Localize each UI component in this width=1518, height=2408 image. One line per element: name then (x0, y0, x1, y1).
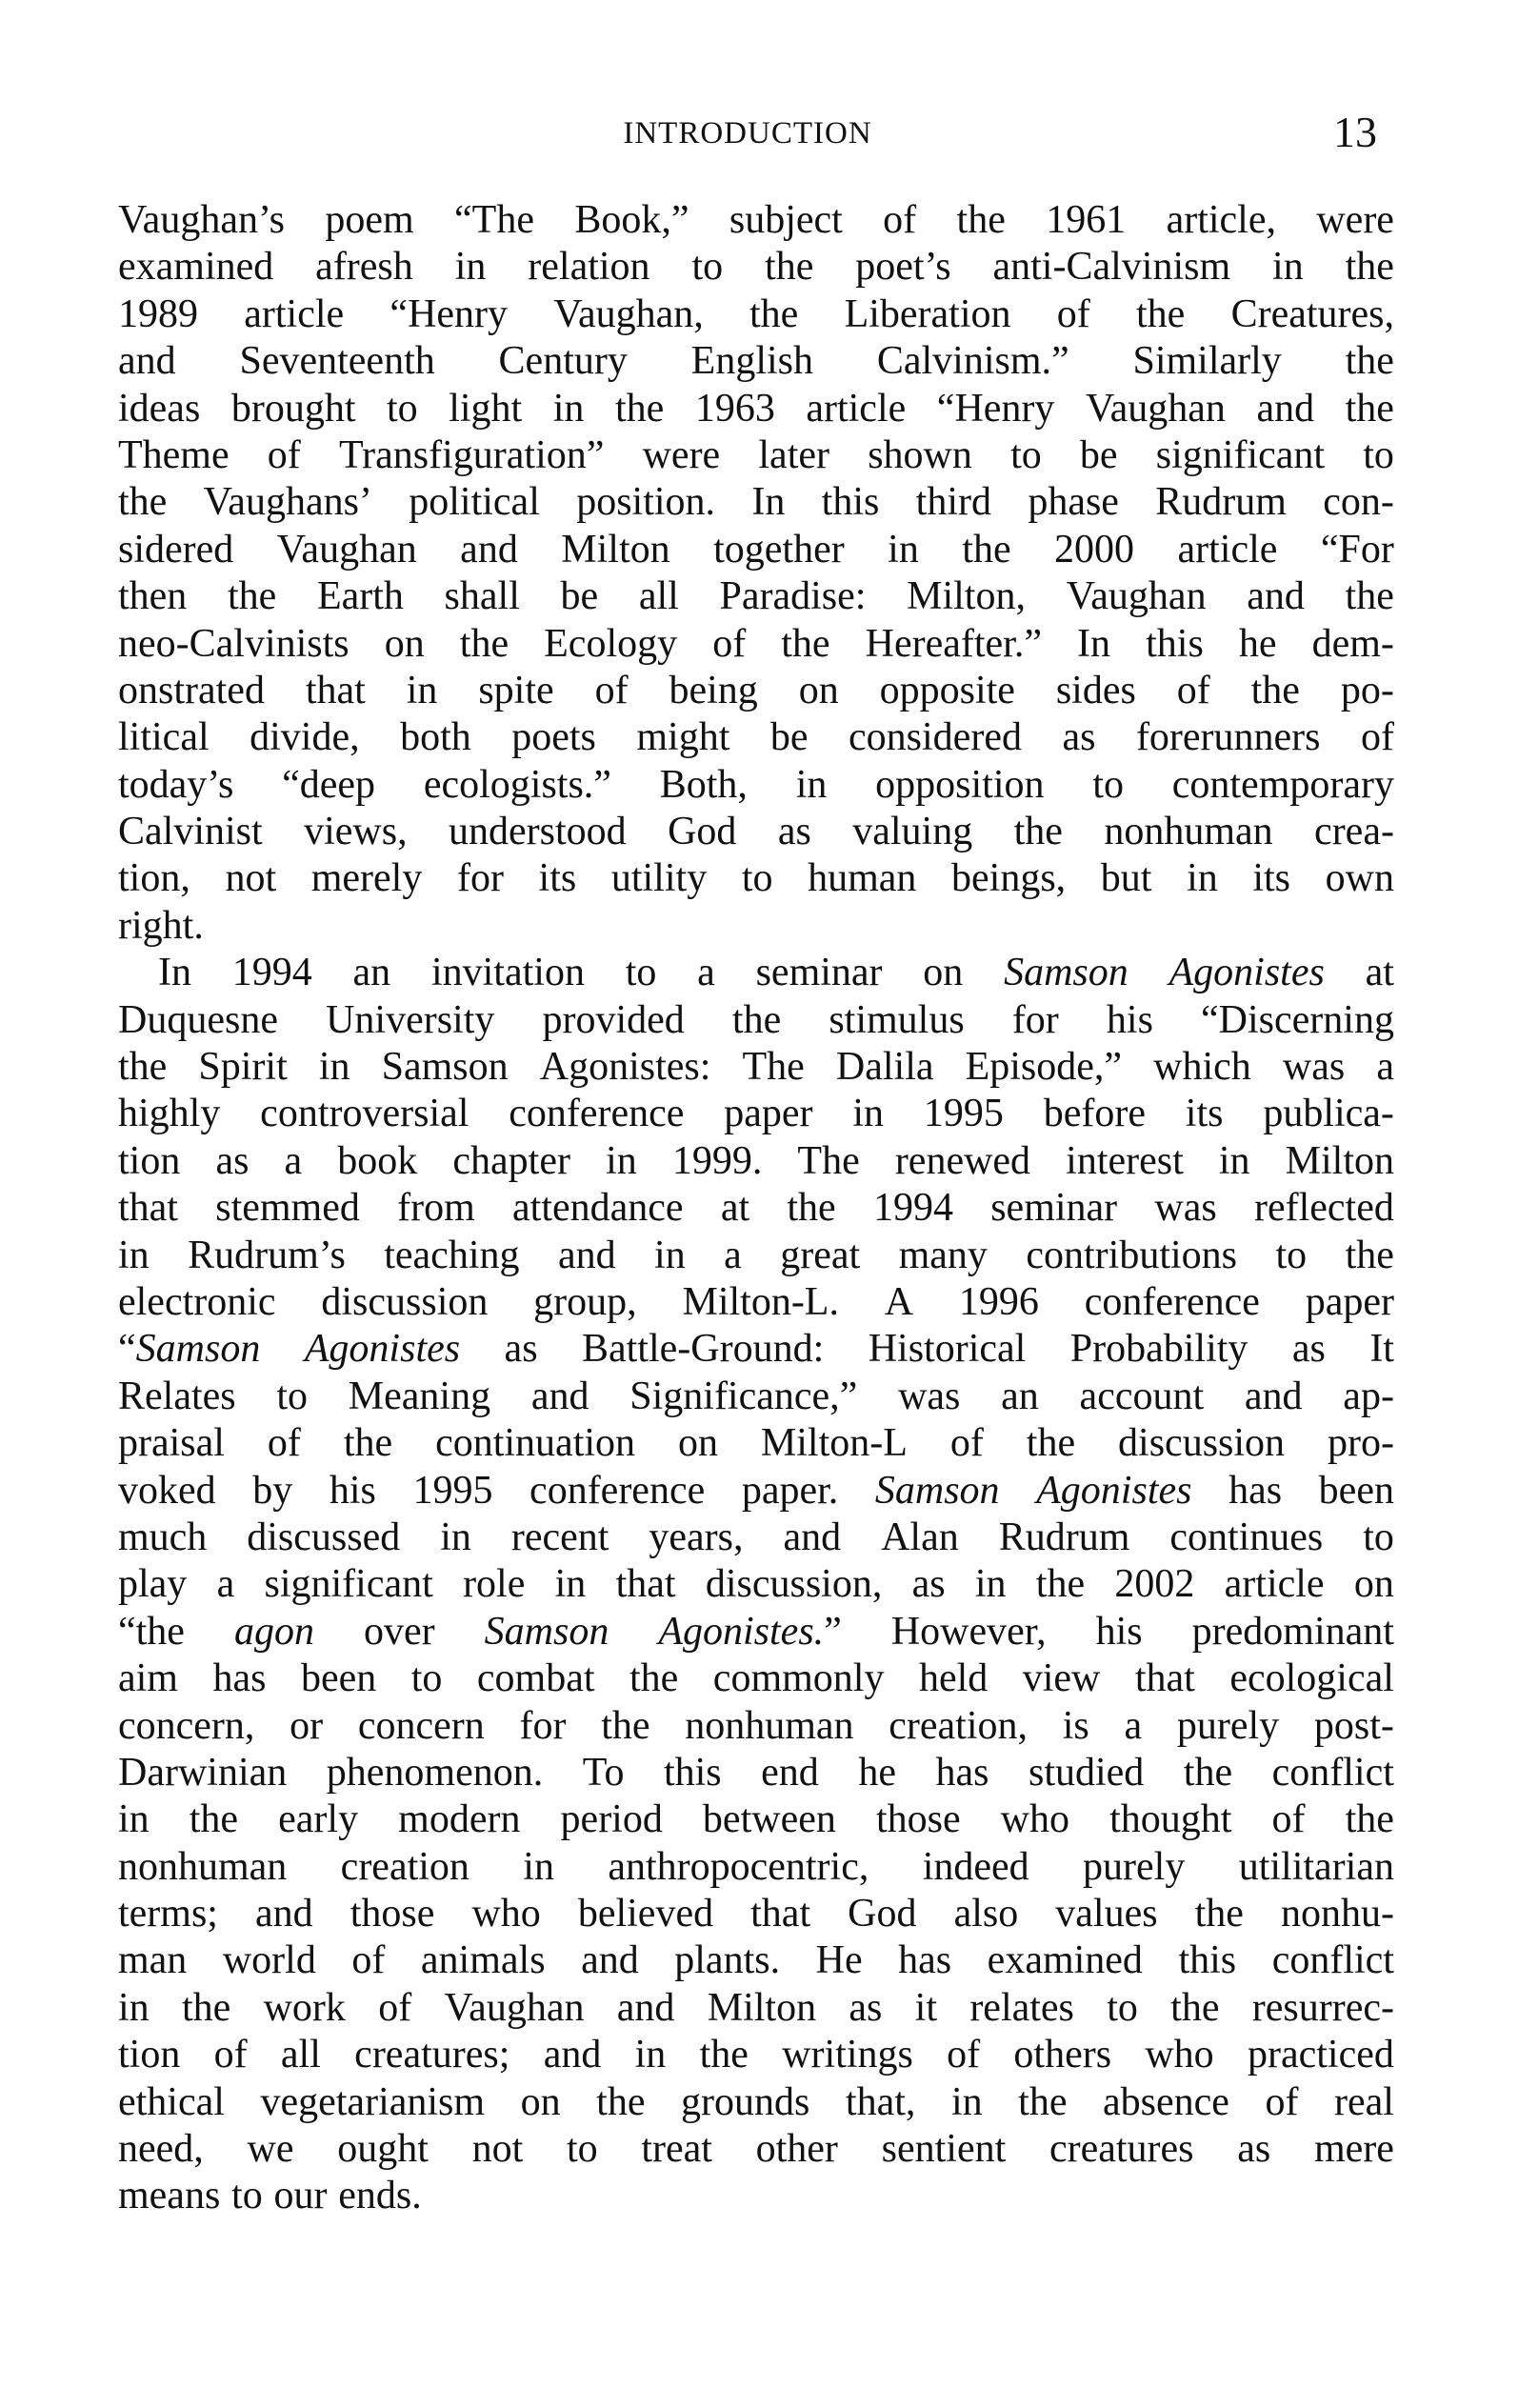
text-line: “the agon over Samson Agonistes.” However, his predominant (118, 1609, 1394, 1654)
body-text (118, 197, 1394, 2220)
text-line: praisal of the continuation on Milton-L of the discussion pro- (118, 1421, 1394, 1466)
text-line: man world of animals and plants. He has examined this conflict (118, 1938, 1394, 1983)
running-title: INTRODUCTION (623, 116, 872, 150)
text-line: highly controversial conference paper in 1995 before its publica- (118, 1092, 1394, 1136)
text-line: the Spirit in Samson Agonistes: The Dalila Episode,” which was a (118, 1045, 1394, 1090)
text-line: in Rudrum’s teaching and in a great many contributions to the (118, 1233, 1394, 1277)
text-line: tion of all creatures; and in the writings of others who practiced (118, 2033, 1394, 2077)
text-line: tion as a book chapter in 1999. The renewed interest in Milton (118, 1138, 1394, 1183)
text-line: ethical vegetarianism on the grounds that, in the absence of real (118, 2079, 1394, 2124)
text-line: and Seventeenth Century English Calvinism.” Similarly the (118, 339, 1394, 384)
text-line: ideas brought to light in the 1963 article “Henry Vaughan and the (118, 386, 1394, 431)
text-line: tion, not merely for its utility to human beings, but in its own (118, 856, 1394, 901)
text-line: litical divide, both poets might be considered as forerunners of (118, 715, 1394, 760)
text-line: need, we ought not to treat other sentient creatures as mere (118, 2127, 1394, 2172)
text-line: today’s “deep ecologists.” Both, in opposition to contemporary (118, 762, 1394, 807)
text-line: Darwinian phenomenon. To this end he has studied the conflict (118, 1750, 1394, 1795)
text-line: in the work of Vaughan and Milton as it relates to the resurrec- (118, 1985, 1394, 2030)
text-line: much discussed in recent years, and Alan Rudrum continues to (118, 1515, 1394, 1559)
page-number: 13 (1333, 108, 1377, 156)
text-line: play a significant role in that discussion, as in the 2002 article on (118, 1562, 1394, 1607)
text-line: electronic discussion group, Milton-L. A 1996 conference paper (118, 1279, 1394, 1324)
text-line: means to our ends. (118, 2174, 422, 2218)
text-line: neo-Calvinists on the Ecology of the Hereafter.” In this he dem- (118, 621, 1394, 666)
text-line: Calvinist views, understood God as valuing the nonhuman crea- (118, 810, 1394, 854)
text-line: in the early modern period between those who thought of the (118, 1797, 1394, 1842)
text-line: “Samson Agonistes as Battle-Ground: Historical Probability as It (118, 1327, 1394, 1372)
running-head (118, 107, 1377, 164)
text-line: sidered Vaughan and Milton together in the 2000 article “For (118, 527, 1394, 572)
text-line: nonhuman creation in anthropocentric, indeed purely utilitarian (118, 1844, 1394, 1889)
text-line: the Vaughans’ political position. In this third phase Rudrum con- (118, 480, 1394, 525)
text-line: aim has been to combat the commonly held view that ecological (118, 1656, 1394, 1701)
text-line: Theme of Transfiguration” were later shown to be significant to (118, 432, 1394, 477)
text-line: concern, or concern for the nonhuman creation, is a purely post- (118, 1703, 1394, 1748)
text-line: In 1994 an invitation to a seminar on Samson Agonistes at (158, 951, 1394, 995)
text-line: 1989 article “Henry Vaughan, the Liberation of the Creatures, (118, 291, 1394, 336)
text-line: Duquesne University provided the stimulus for his “Discerning (118, 997, 1394, 1042)
text-line: terms; and those who believed that God also values the nonhu- (118, 1892, 1394, 1936)
text-line: examined afresh in relation to the poet’s anti-Calvinism in the (118, 245, 1394, 290)
text-line: Vaughan’s poem “The Book,” subject of the 1961 article, were (118, 198, 1394, 242)
text-line: then the Earth shall be all Paradise: Milton, Vaughan and the (118, 574, 1394, 619)
text-line: onstrated that in spite of being on opposite sides of the po- (118, 668, 1394, 712)
text-line: voked by his 1995 conference paper. Samson Agonistes has been (118, 1468, 1394, 1513)
text-line: Relates to Meaning and Significance,” was an account and ap- (118, 1374, 1394, 1418)
text-line: that stemmed from attendance at the 1994 seminar was reflected (118, 1186, 1394, 1231)
text-line: right. (118, 903, 204, 948)
